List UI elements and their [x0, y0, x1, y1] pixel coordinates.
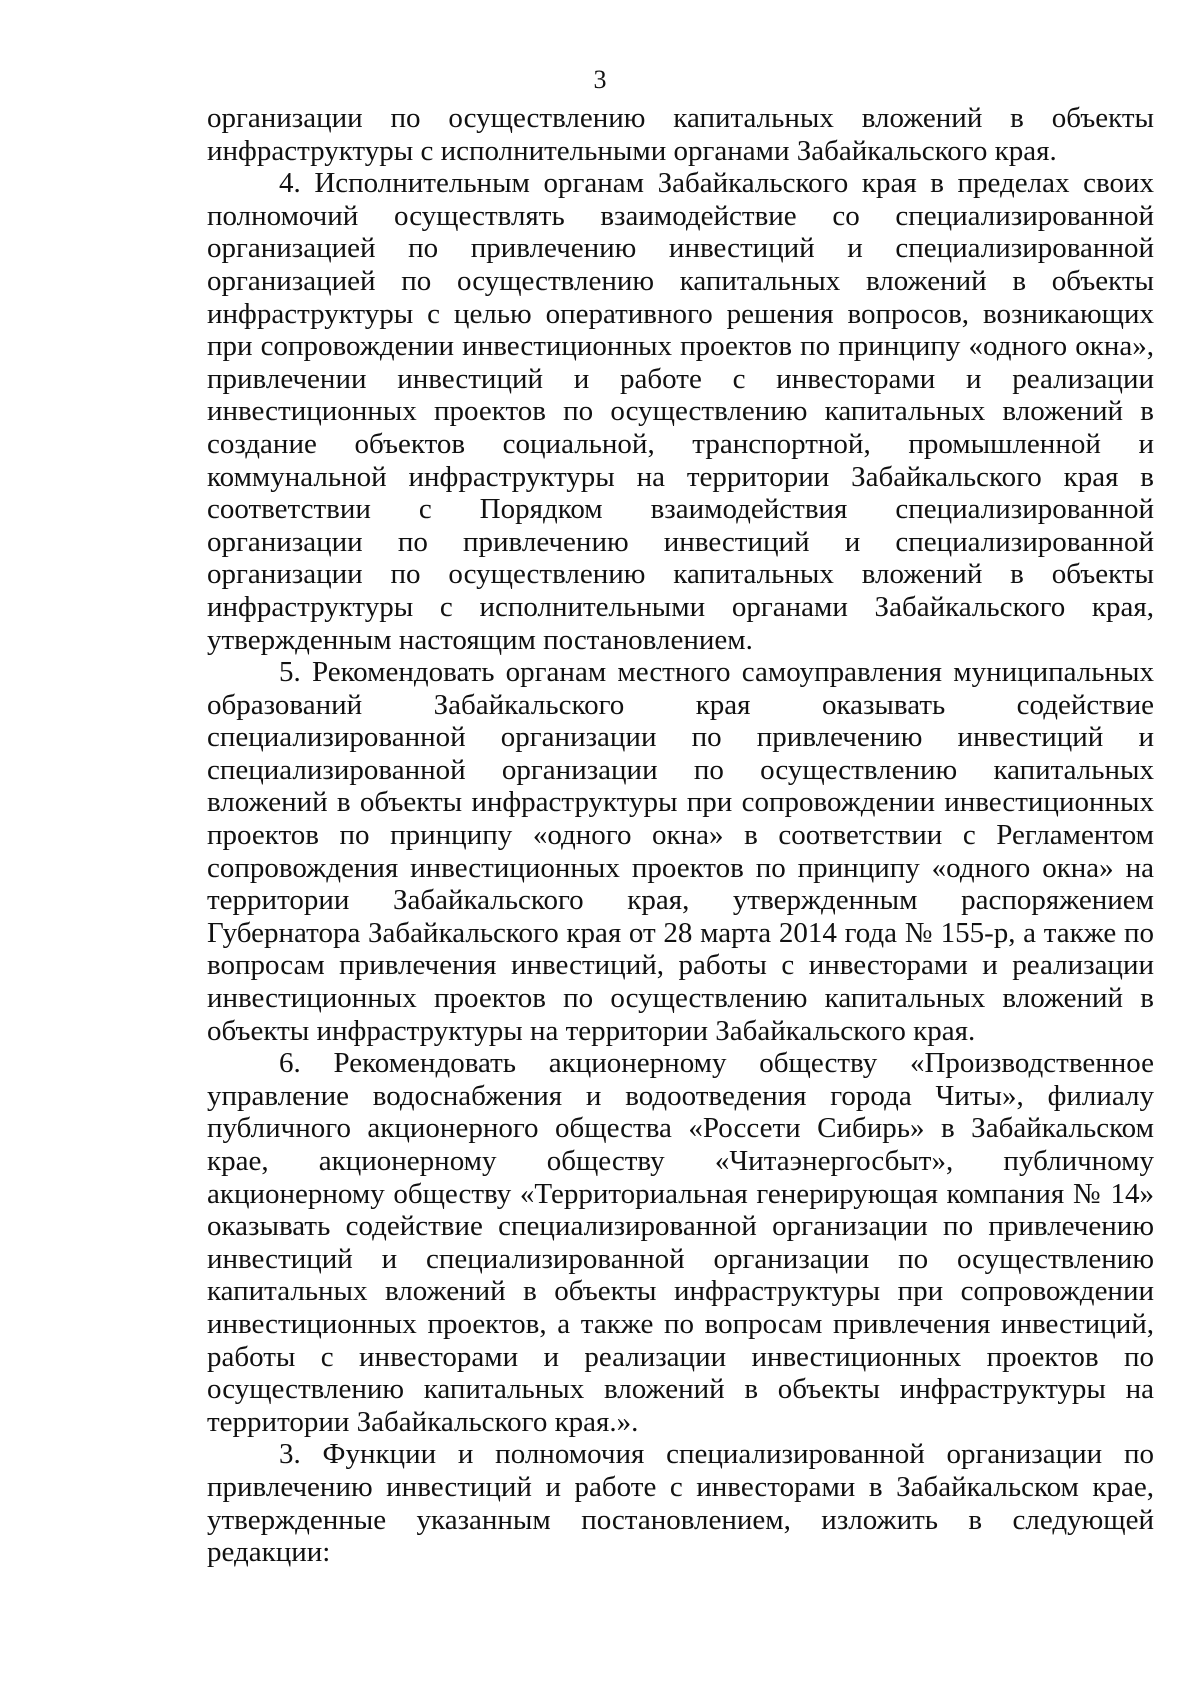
paragraph-section-3: 3. Функции и полномочия специализированной организации по привлечению инвестиций и работе с инвесторами в Забайкальском крае, утвержденные указанным постановлением, изложить в следующей редакции:	[207, 1438, 1154, 1569]
paragraph-item-6: 6. Рекомендовать акционерному обществу «Производственное управление водоснабжения и водоотведения города Читы», филиалу публичного акционерного общества «Россети Сибирь» в Забайкальском крае, акционерному обществу «Читаэнергосбыт», публичному акционерному обществу «Территориальная генерирующая компания № 14» оказывать содействие специализированной организации по привлечению инвестиций и специализированной организации по осуществлению капитальных вложений в объекты инфраструктуры при сопровождении инвестиционных проектов, а также по вопросам привлечения инвестиций, работы с инвесторами и реализации инвестиционных проектов по осуществлению капитальных вложений в объекты инфраструктуры на территории Забайкальского края.».	[207, 1047, 1154, 1438]
paragraph-item-4: 4. Исполнительным органам Забайкальского края в пределах своих полномочий осуществлять взаимодействие со специализированной организацией по привлечению инвестиций и специализированной организацией по осуществлению капитальных вложений в объекты инфраструктуры с целью оперативного решения вопросов, возникающих при сопровождении инвестиционных проектов по принципу «одного окна», привлечении инвестиций и работе с инвесторами и реализации инвестиционных проектов по осуществлению капитальных вложений в создание объектов социальной, транспортной, промышленной и коммунальной инфраструктуры на территории Забайкальского края в соответствии с Порядком взаимодействия специализированной организации по привлечению инвестиций и специализированной организации по осуществлению капитальных вложений в объекты инфраструктуры с исполнительными органами Забайкальского края, утвержденным настоящим постановлением.	[207, 167, 1154, 656]
page-number: 3	[593, 65, 607, 94]
document-body	[207, 102, 1154, 1569]
paragraph-item-5: 5. Рекомендовать органам местного самоуправления муниципальных образований Забайкальского края оказывать содействие специализированной организации по привлечению инвестиций и специализированной организации по осуществлению капитальных вложений в объекты инфраструктуры при сопровождении инвестиционных проектов по принципу «одного окна» в соответствии с Регламентом сопровождения инвестиционных проектов по принципу «одного окна» на территории Забайкальского края, утвержденным распоряжением Губернатора Забайкальского края от 28 марта 2014 года № 155-р, а также по вопросам привлечения инвестиций, работы с инвесторами и реализации инвестиционных проектов по осуществлению капитальных вложений в объекты инфраструктуры на территории Забайкальского края.	[207, 656, 1154, 1047]
paragraph-continuation: организации по осуществлению капитальных вложений в объекты инфраструктуры с исполнительными органами Забайкальского края.	[207, 102, 1154, 167]
